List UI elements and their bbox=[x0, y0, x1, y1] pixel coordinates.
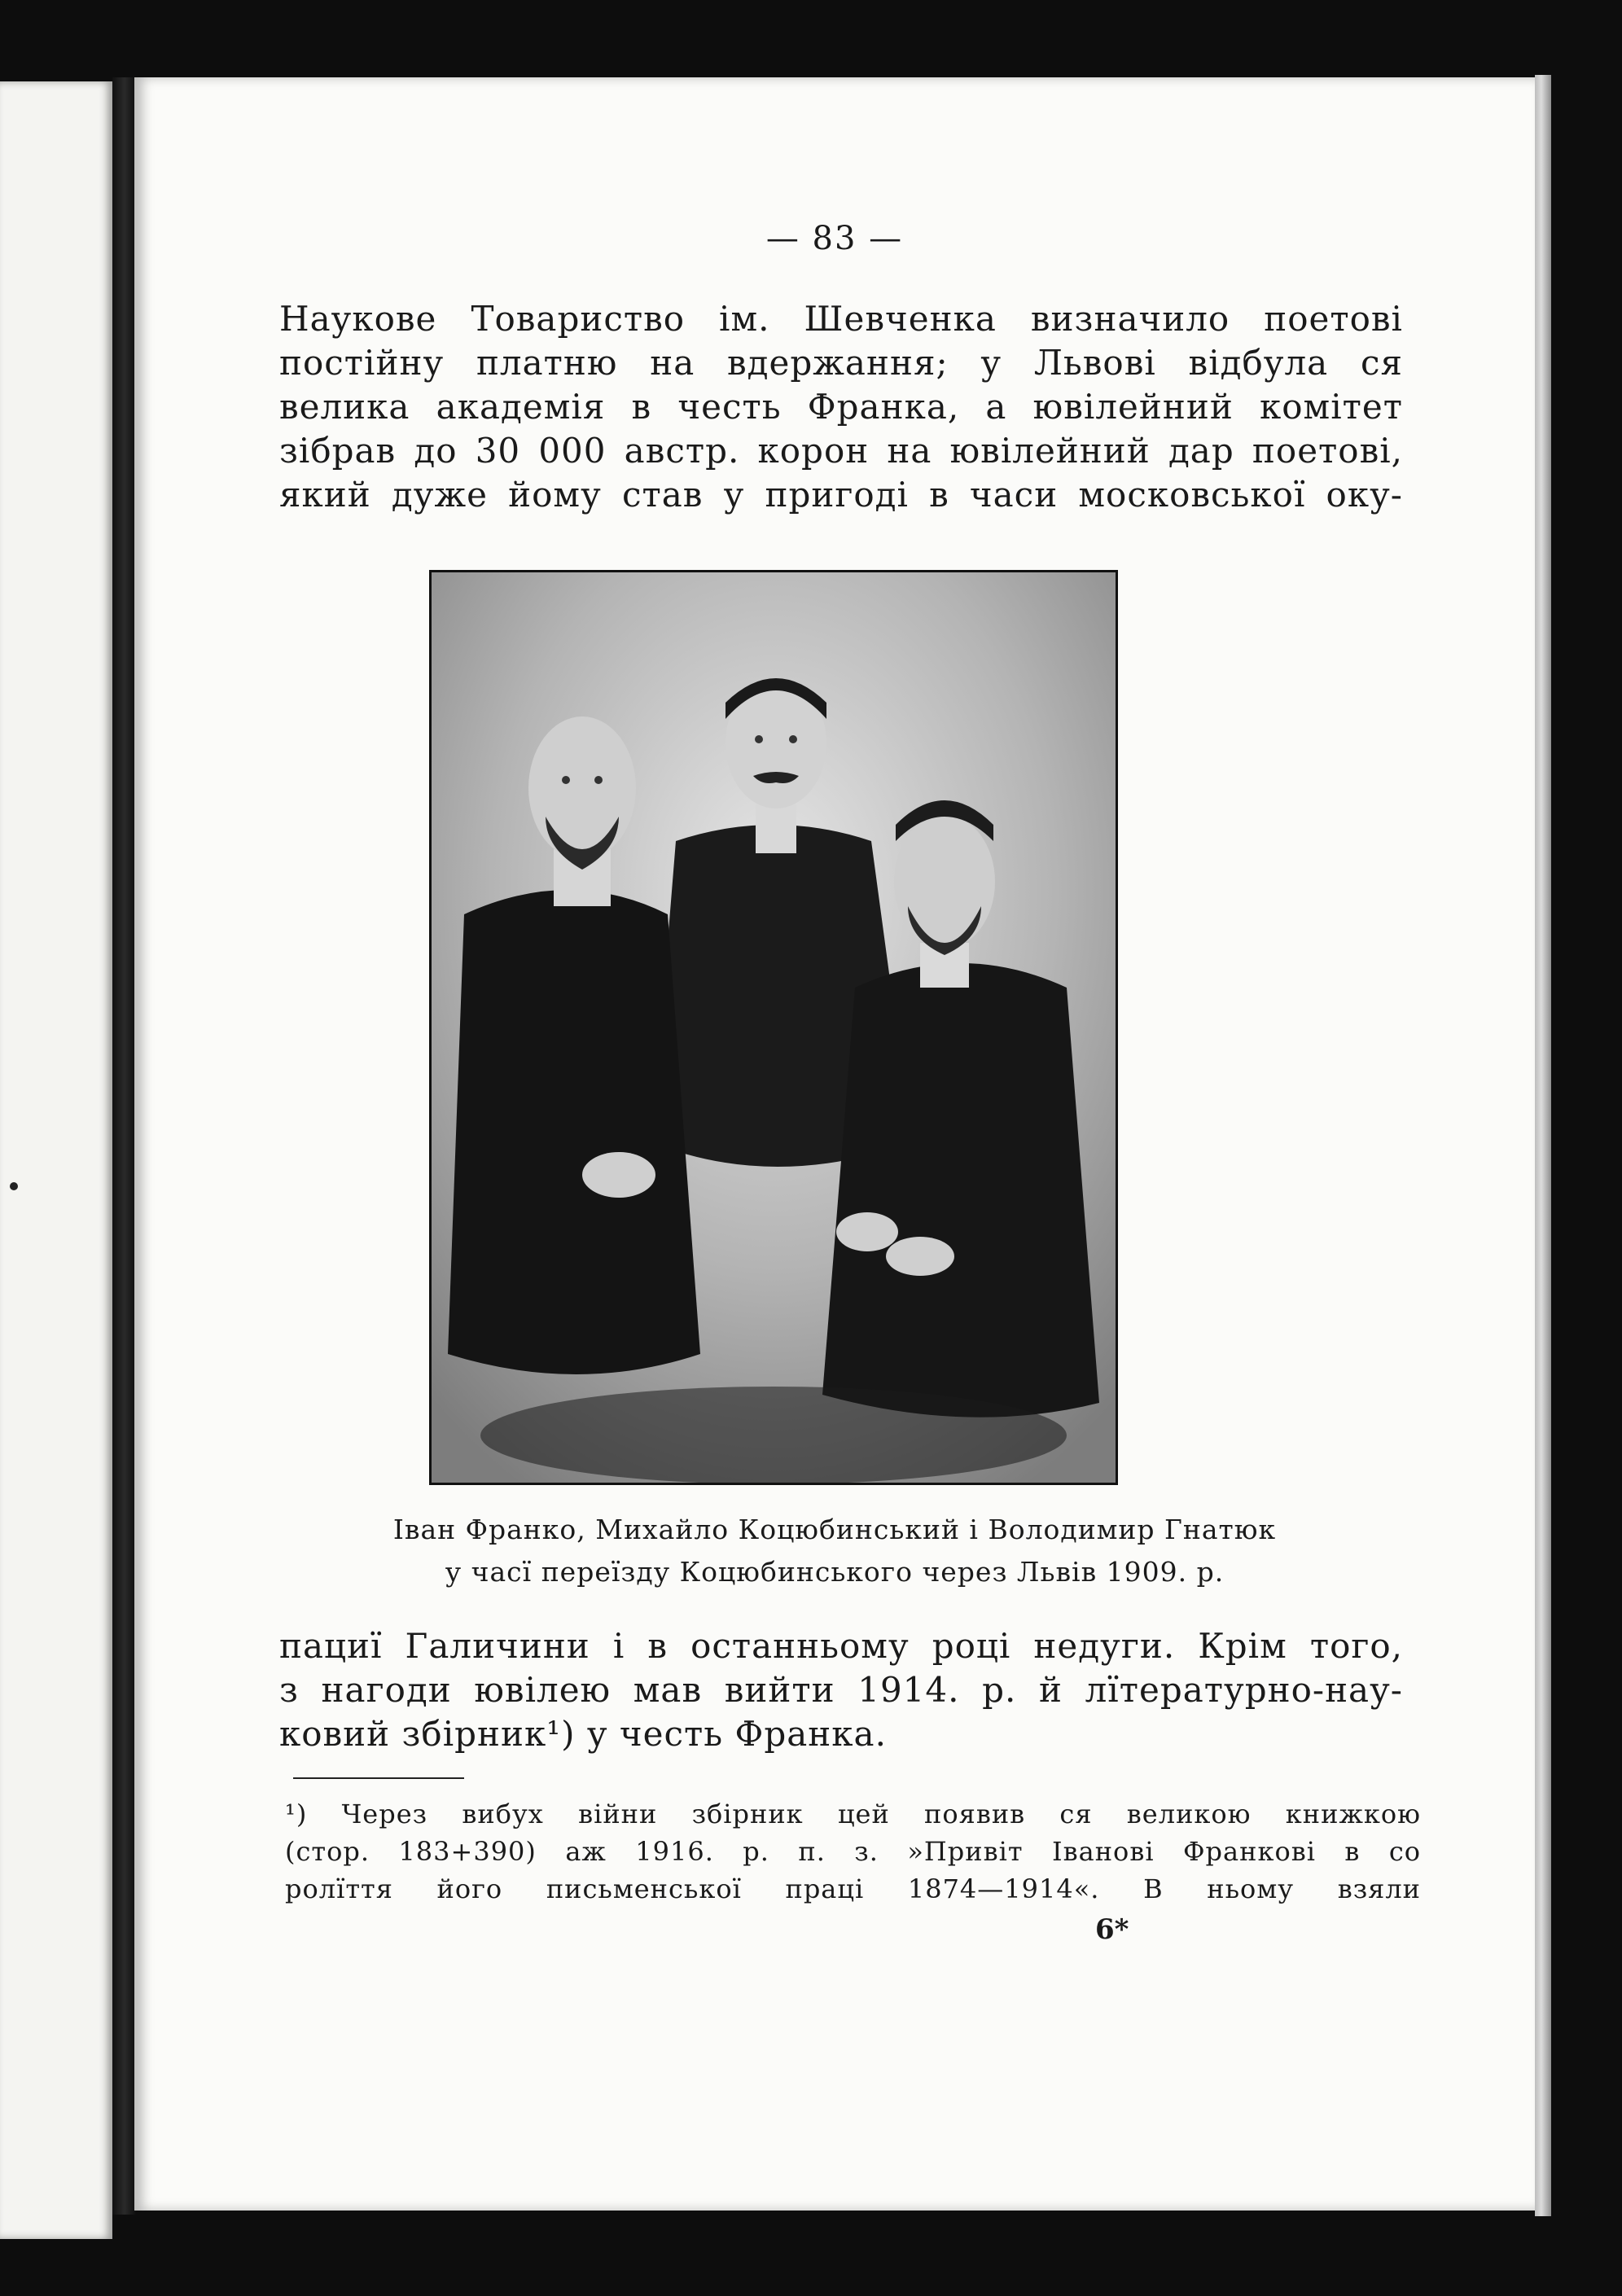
text-line: велика академія в честь Франка, а ювілейний комітет bbox=[279, 387, 1403, 427]
text-line: постійну платню на вдержання; у Львові відбула ся bbox=[279, 343, 1403, 383]
footnote bbox=[285, 1795, 1421, 1908]
portrait-photograph bbox=[429, 570, 1118, 1485]
caption-line: у часї переїзду Коцюбинського через Львів 1909. р. bbox=[445, 1556, 1225, 1588]
photo-illustration bbox=[432, 572, 1116, 1483]
page-number: — 83 — bbox=[765, 220, 904, 257]
caption-line: Іван Франко, Михайло Коцюбинський і Володимир Гнатюк bbox=[392, 1514, 1277, 1545]
footnote-line: ролїття його письменської праці 1874—1914«. В ньому взяли bbox=[285, 1873, 1421, 1904]
text-line: Наукове Товариство ім. Шевченка визначило поетові bbox=[279, 299, 1403, 339]
text-line: зібрав до 30 000 австр. корон на ювілейний дар поетові, bbox=[279, 431, 1403, 471]
text-line: пациї Галичини і в останньому році недуги. Крім того, bbox=[279, 1626, 1403, 1666]
ink-dot bbox=[10, 1182, 18, 1190]
paragraph-bottom bbox=[279, 1624, 1403, 1756]
text-line: який дуже йому став у пригоді в часи московської оку- bbox=[279, 475, 1403, 515]
text-line: ковий збірник¹) у честь Франка. bbox=[279, 1714, 887, 1754]
printer-signature-mark: 6* bbox=[1095, 1913, 1129, 1946]
footnote-line: (стор. 183+390) аж 1916. р. п. з. »Привіт Іванові Франкові в со bbox=[285, 1836, 1421, 1867]
photo-caption bbox=[134, 1509, 1535, 1593]
book-gutter bbox=[112, 77, 137, 2215]
footnote-line: ¹) Через вибух війни збірник цей появив ся великою книжкою bbox=[285, 1799, 1421, 1829]
page-edge bbox=[1535, 75, 1551, 2216]
footnote-divider bbox=[293, 1777, 464, 1779]
paragraph-top bbox=[279, 297, 1403, 517]
previous-page-edge bbox=[0, 81, 112, 2239]
book-page bbox=[134, 77, 1535, 2211]
text-line: з нагоди ювілею мав вийти 1914. р. й лїтературно-нау- bbox=[279, 1670, 1403, 1710]
